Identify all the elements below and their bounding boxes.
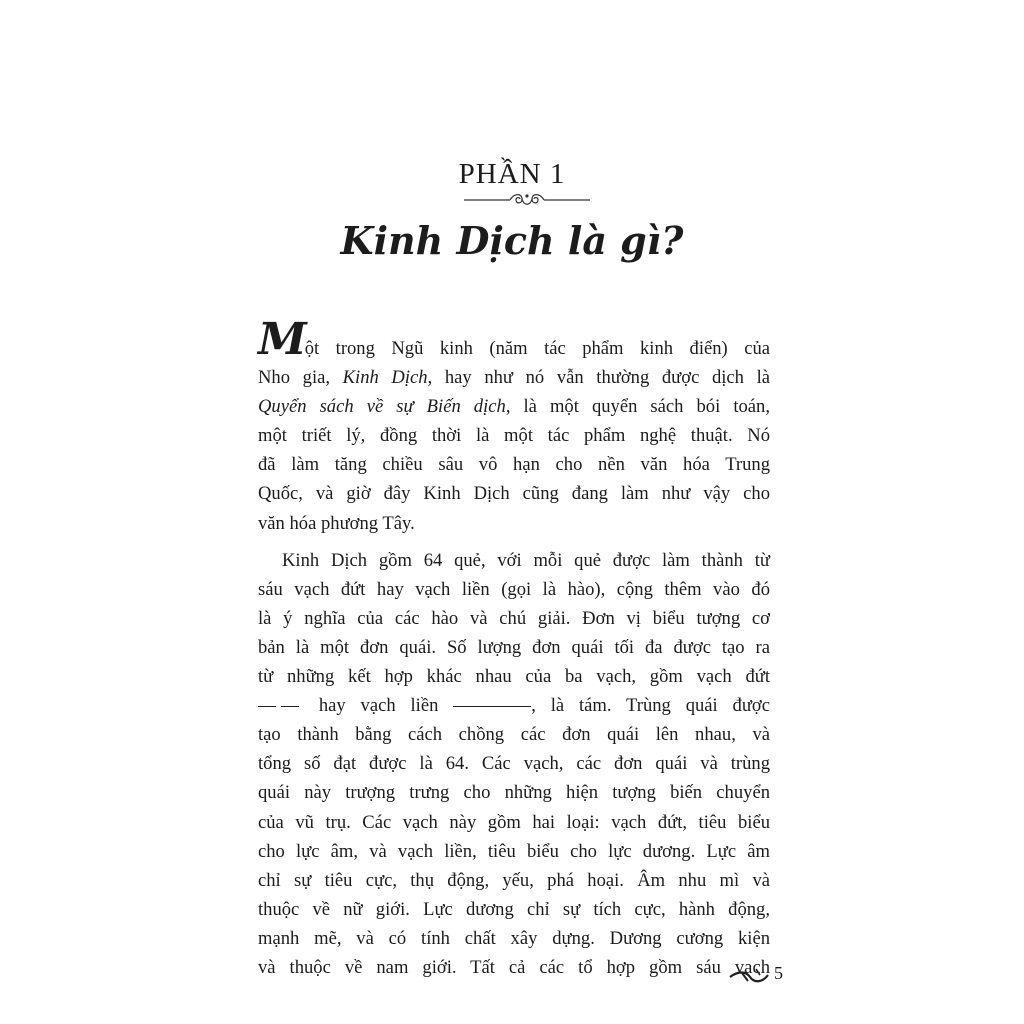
paragraph-1: Một trong Ngũ kinh (năm tác phẩm kinh điển) của Nho gia, Kinh Dịch, hay như nó vẫn thường được dịch là Quyển sách về sự Biến dịch, là một quyển sách bói toán, một triết lý, đồng thời là một tác phẩm nghệ thuật. Nó đã làm tăng chiều sâu vô hạn cho nền văn hóa Trung Quốc, và giờ đây Kinh Dịch cũng đang làm như vậy cho văn hóa phương Tây.	[258, 314, 771, 534]
page-ornament-icon	[728, 965, 772, 987]
paragraph-2: Kinh Dịch gồm 64 quẻ, với mỗi quẻ được làm thành từ sáu vạch đứt hay vạch liền (gọi là hào), cộng thêm vào đó là ý nghĩa của các hào và chú giải. Đơn vị biểu tượng cơ bản là một đơn quái. Số lượng đơn quái tối đa được tạo ra từ những kết hợp khác nhau của ba vạch, gồm vạch đứt hay vạch liền , là tám. Trùng quái được tạo thành bằng cách chồng các đơn quái lên nhau, và tổng số đạt được là 64. Các vạch, các đơn quái và trùng quái này trượng trưng cho những hiện tượng biến chuyển của vũ trụ. Các vạch này gồm hai loại: vạch đứt, tiêu biểu cho lực âm, và vạch liền, tiêu biểu cho lực dương. Lực âm chỉ sự tiêu cực, thụ động, yếu, phá hoại. Âm nhu mì và thuộc về nữ giới. Lực dương chỉ sự tích cực, hành động, mạnh mẽ, và có tính chất xây dựng. Dương cương kiện và thuộc về nam giới. Tất cả các tổ hợp gồm sáu vạch	[258, 549, 771, 978]
flourish-ornament-icon	[462, 190, 592, 210]
book-title-italic: Kinh Dịch	[342, 367, 428, 389]
book-subtitle-italic: Quyển sách về sự Biến dịch	[258, 396, 506, 418]
solid-line-symbol	[453, 706, 531, 707]
page-number: 5	[774, 963, 783, 983]
chapter-title: Kinh Dịch là gì?	[340, 218, 684, 263]
broken-line-symbol	[258, 691, 304, 720]
drop-cap: M	[258, 314, 305, 365]
part-title: PHẦN 1	[458, 158, 566, 190]
body-text	[258, 314, 771, 982]
